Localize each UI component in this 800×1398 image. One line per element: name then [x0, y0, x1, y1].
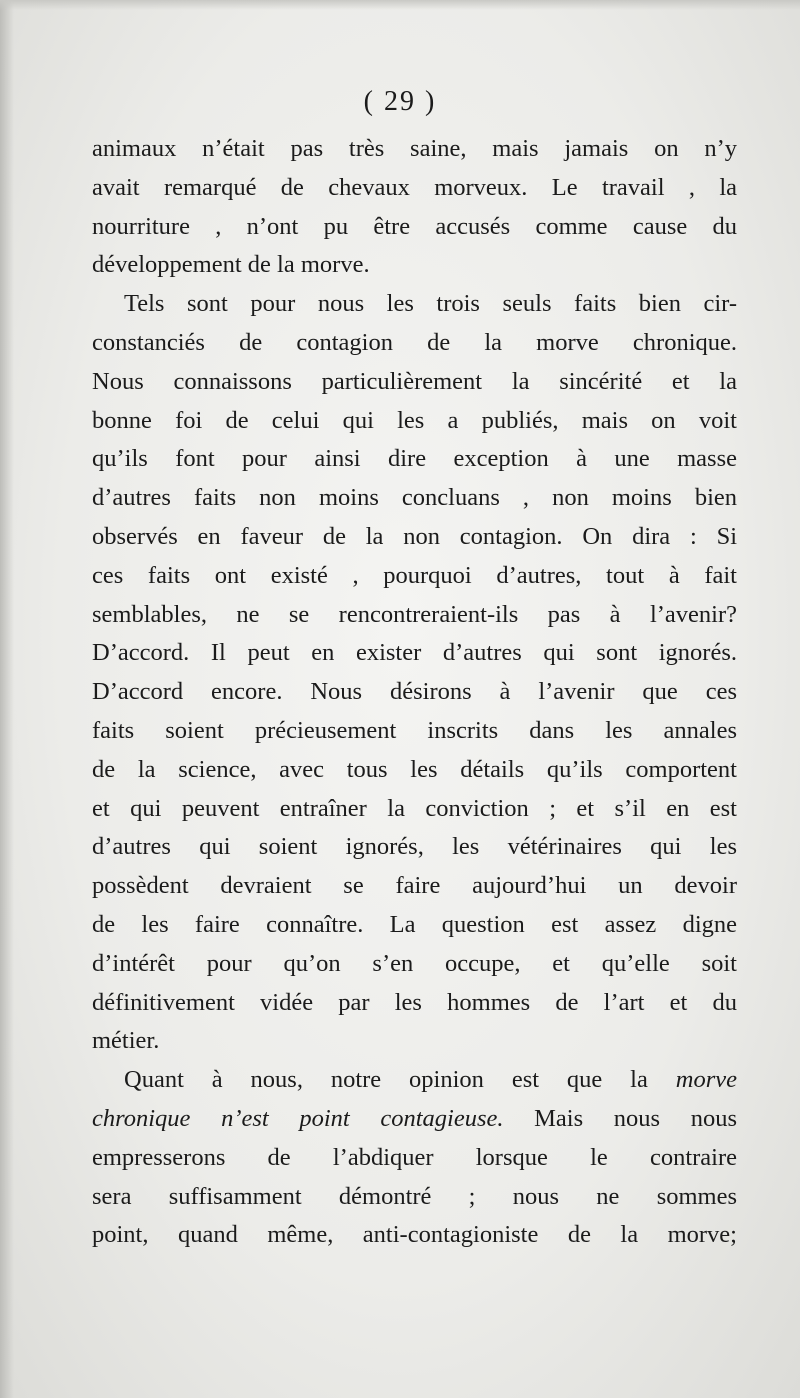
page-number: ( 29 ): [363, 86, 437, 117]
text-line: observés en faveur de la non contagion. On dira : Si: [92, 522, 737, 550]
body-text: [92, 130, 737, 1255]
text-line: de la science, avec tous les détails qu’ils comportent: [92, 755, 737, 783]
text-line: animaux n’était pas très saine, mais jamais on n’y: [92, 135, 737, 162]
text-line: d’autres faits non moins concluans , non moins bien: [92, 484, 737, 512]
page-top-shadow: [0, 0, 800, 10]
paragraph-lines: [92, 130, 737, 1061]
text-line: avait remarqué de chevaux morveux. Le travail , la: [92, 173, 737, 201]
text-line: métier.: [92, 1027, 160, 1055]
text-line: de les faire connaître. La question est assez digne: [92, 910, 737, 938]
text-line: chronique n’est point contagieuse. Mais nous nous: [92, 1104, 737, 1132]
text-line: faits soient précieusement inscrits dans les annales: [92, 716, 737, 744]
text-line: ces faits ont existé , pourquoi d’autres, tout à fait: [92, 561, 737, 589]
text-line: empresserons de l’abdiquer lorsque le contraire: [92, 1143, 737, 1171]
text-line: Nous connaissons particulièrement la sincérité et la: [92, 367, 737, 395]
text-line: possèdent devraient se faire aujourd’hui un devoir: [92, 872, 737, 900]
text-line: point, quand même, anti-contagioniste de la morve;: [92, 1221, 737, 1249]
text-line: bonne foi de celui qui les a publiés, mais on voit: [92, 406, 737, 434]
text-line: qu’ils font pour ainsi dire exception à une masse: [92, 445, 737, 473]
text-line: constanciés de contagion de la morve chronique.: [92, 328, 737, 356]
text-line: nourriture , n’ont pu être accusés comme cause du: [92, 212, 737, 240]
text-line: définitivement vidée par les hommes de l’art et du: [92, 988, 737, 1016]
text-line: Tels sont pour nous les trois seuls faits bien cir-: [124, 290, 737, 318]
text-line: semblables, ne se rencontreraient-ils pas à l’avenir?: [92, 600, 737, 628]
page-edge-shadow: [0, 0, 14, 1398]
text-line: D’accord. Il peut en exister d’autres qui sont ignorés.: [92, 639, 737, 667]
text-line: et qui peuvent entraîner la conviction ; et s’il en est: [92, 794, 737, 822]
italic-text: morve: [675, 1066, 737, 1094]
text-line: développement de la morve.: [92, 251, 370, 279]
text-line: sera suffisamment démontré ; nous ne sommes: [92, 1182, 737, 1210]
text-line: Quant à nous, notre opinion est que la morve: [124, 1066, 737, 1094]
italic-text: chronique n’est point contagieuse.: [92, 1104, 504, 1132]
text-line: d’autres qui soient ignorés, les vétérinaires qui les: [92, 833, 737, 861]
text-line: D’accord encore. Nous désirons à l’avenir que ces: [92, 678, 737, 706]
text-line: d’intérêt pour qu’on s’en occupe, et qu’elle soit: [92, 949, 737, 977]
